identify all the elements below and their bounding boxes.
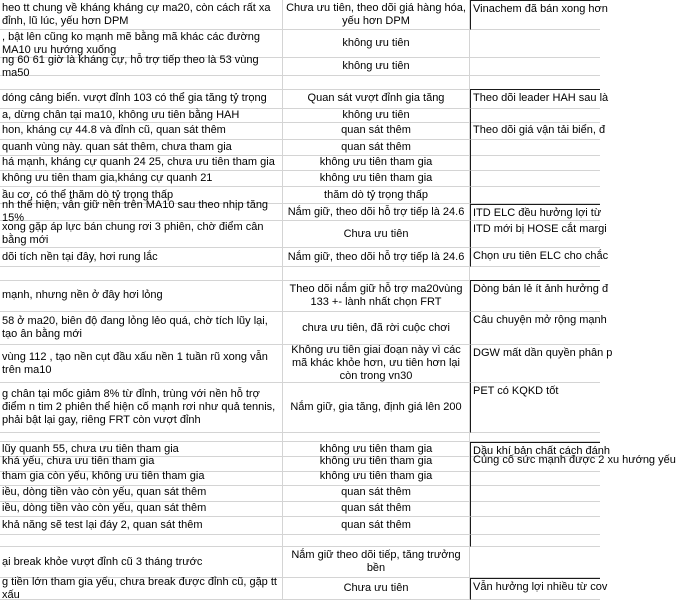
comment-cell[interactable] — [470, 280, 609, 312]
table-row — [0, 171, 600, 187]
action-cell[interactable] — [283, 535, 470, 547]
table-row — [0, 575, 608, 601]
note-cell[interactable] — [0, 433, 283, 442]
comment-cell[interactable] — [470, 578, 608, 600]
comment-cell[interactable] — [470, 500, 600, 517]
cell-text: ITD ELC đều hưởng lợi từ — [473, 207, 602, 219]
comment-cell[interactable] — [470, 383, 600, 433]
cell-text: chưa ưu tiên, đã rời cuộc chơi — [302, 321, 450, 334]
note-cell[interactable] — [0, 312, 283, 345]
comment-cell[interactable] — [470, 312, 607, 345]
cell-text: Câu chuyện mở rộng mạnh — [473, 314, 607, 326]
action-cell[interactable] — [283, 58, 470, 76]
note-cell[interactable] — [0, 345, 283, 383]
table-row — [0, 312, 607, 345]
cell-text: quan sát thêm — [341, 124, 411, 136]
table-row — [0, 122, 606, 140]
cell-text: g tiền lớn tham gia yếu, chưa break được đỉnh cũ, gặp tt xấu — [2, 575, 277, 601]
cell-text: ng 60 61 giờ là kháng cự, hỗ trợ tiếp theo là 53 vùng ma50 — [2, 53, 259, 79]
note-cell[interactable] — [0, 122, 283, 140]
table-row — [0, 344, 613, 383]
note-cell[interactable] — [0, 517, 283, 535]
comment-cell[interactable] — [470, 535, 600, 547]
cell-text: hon, kháng cự 44.8 và đỉnh cũ, quan sát thêm — [2, 124, 226, 136]
cell-text — [473, 485, 598, 486]
comment-cell[interactable] — [470, 248, 609, 267]
cell-text: không ưu tiên tham gia — [319, 442, 433, 455]
table-row — [0, 76, 600, 90]
cell-text: ầu cơ, có thể thăm dò tỷ trọng thấp — [2, 188, 174, 201]
comment-cell[interactable] — [470, 433, 600, 442]
cell-text: dõi tích nền tại đây, hơi rung lắc — [2, 250, 158, 263]
action-cell[interactable] — [283, 578, 470, 600]
cell-text: lũy quanh 55, chưa ưu tiên tham gia — [2, 442, 179, 455]
note-cell[interactable] — [0, 500, 283, 517]
cell-text: Quan sát vượt đỉnh gia tăng — [307, 92, 445, 104]
cell-text: PET có KQKD tốt — [473, 385, 559, 397]
cell-text: Nắm giữ, theo dõi hỗ trợ tiếp là 24.6 — [287, 250, 465, 263]
comment-cell[interactable] — [470, 345, 613, 383]
cell-text: quan sát thêm — [341, 141, 411, 153]
table-row — [0, 248, 609, 267]
comment-cell[interactable] — [470, 204, 600, 221]
comment-cell[interactable] — [470, 89, 609, 109]
cell-text: , bật lên cũng ko mạnh mẽ bằng mã khác các đường MA10 ưu hướng xuống — [2, 30, 260, 56]
action-cell[interactable] — [283, 500, 470, 517]
action-cell[interactable] — [283, 345, 470, 383]
cell-text: quan sát thêm — [341, 486, 411, 498]
cell-text: Vẫn hưởng lợi nhiều từ cov — [473, 581, 608, 593]
cell-text: tham gia còn yếu, không ưu tiên tham gia — [2, 470, 205, 482]
cell-text: Củng cố sức mạnh được 2 xu hướng yếu — [473, 454, 676, 466]
note-cell[interactable] — [0, 171, 283, 187]
note-cell[interactable] — [0, 535, 283, 547]
cell-text: g chân tại mốc giảm 8% từ đỉnh, trùng với nền hỗ trợ điểm n tim 2 phiên thể hiện cố mạnh rơi như quả tennis, phải bật lại gay, riêng FRT còn vượt đỉnh — [2, 388, 276, 426]
table-row — [0, 517, 600, 535]
cell-text: không ưu tiên tham gia — [319, 455, 433, 467]
note-cell[interactable] — [0, 248, 283, 267]
cell-text: iều, dòng tiền vào còn yếu, quan sát thêm — [2, 501, 207, 514]
cell-text: DGW mất dần quyền phân p — [473, 347, 613, 359]
cell-text: a, dừng chân tại ma10, không ưu tiên bằng HAH — [2, 109, 240, 121]
cell-text: thăm dò tỷ trọng thấp — [324, 188, 428, 201]
comment-cell[interactable] — [470, 267, 600, 281]
comment-cell[interactable] — [470, 155, 600, 171]
note-cell[interactable] — [0, 53, 283, 79]
note-cell[interactable] — [0, 109, 283, 123]
action-cell[interactable] — [283, 383, 470, 433]
cell-text: Nắm giữ, gia tăng, định giá lên 200 — [290, 401, 462, 413]
cell-text: không ưu tiên tham gia — [319, 172, 433, 184]
table-row — [0, 547, 600, 578]
comment-cell[interactable] — [470, 140, 600, 156]
cell-text: Theo dõi nắm giữ hỗ trợ ma20vùng 133 +- lành nhất chọn FRT — [289, 282, 463, 308]
cell-text — [472, 31, 598, 32]
note-cell[interactable] — [0, 280, 283, 312]
note-cell[interactable] — [0, 76, 283, 90]
cell-text: không ưu tiên tham gia — [319, 156, 433, 168]
action-cell[interactable] — [283, 76, 470, 90]
table-row — [0, 0, 608, 30]
note-cell[interactable] — [0, 140, 283, 156]
note-cell[interactable] — [0, 89, 283, 109]
cell-text: mạnh, nhưng nền ở đây hơi lỏng — [2, 289, 163, 301]
table-row — [0, 109, 600, 123]
cell-text: không ưu tiên — [342, 109, 410, 121]
table-row — [0, 267, 600, 281]
cell-text: khá yếu, chưa ưu tiên tham gia — [2, 455, 155, 467]
cell-text: không ưu tiên tham gia — [319, 470, 433, 482]
action-cell[interactable] — [283, 140, 470, 156]
comment-cell[interactable] — [470, 171, 600, 187]
comment-cell[interactable] — [470, 76, 600, 90]
cell-text: xong gặp áp lực bán chung rơi 3 phiên, chờ điểm cân bằng mới — [2, 221, 264, 246]
comment-cell[interactable] — [470, 58, 600, 76]
cell-text: ại break khỏe vượt đỉnh cũ 3 tháng trước — [2, 555, 203, 568]
table-row — [0, 500, 600, 517]
cell-text — [473, 156, 598, 157]
action-cell[interactable] — [283, 248, 470, 267]
action-cell[interactable] — [283, 30, 470, 58]
action-cell[interactable] — [283, 517, 470, 535]
cell-text: heo tt chung về kháng kháng cự ma20, còn cách rất xa đỉnh, lũ lúc, yếu hơn DPM — [2, 1, 271, 27]
action-cell[interactable] — [283, 547, 470, 578]
cell-text: quan sát thêm — [341, 519, 411, 531]
cell-text: iều, dòng tiền vào còn yếu, quan sát thêm — [2, 486, 207, 498]
cell-text — [473, 188, 598, 189]
cell-text: 58 ở ma20, biên độ đang lỏng lẻo quá, chờ tích lũy lại, tạo ân bằng mới — [2, 315, 268, 340]
action-cell[interactable] — [283, 280, 470, 312]
cell-text — [472, 434, 598, 435]
cell-text — [473, 518, 598, 519]
cell-text: há mạnh, kháng cự quanh 24 25, chưa ưu tiên tham gia — [2, 156, 275, 168]
cell-text: Chưa ưu tiên, theo dõi giá hàng hóa, yếu hơn DPM — [286, 1, 466, 27]
cell-text: nh thể hiện, vẫn giữ nền trên MA10 sau theo nhịp tăng 15% — [2, 199, 269, 224]
comment-cell[interactable] — [470, 0, 608, 30]
cell-text — [472, 59, 598, 60]
cell-text: không ưu tiên — [342, 60, 410, 72]
cell-text — [473, 536, 598, 537]
cell-text: Dầu khí bản chất cách đánh — [473, 445, 610, 457]
cell-text: không ưu tiên — [342, 37, 410, 49]
comment-cell[interactable] — [470, 517, 600, 535]
cell-text — [473, 110, 598, 111]
action-cell[interactable] — [283, 122, 470, 140]
cell-text: không ưu tiên tham gia,kháng cự quanh 21 — [2, 172, 213, 184]
comment-cell[interactable] — [470, 547, 600, 578]
note-cell[interactable] — [0, 199, 283, 224]
cell-text: Nắm giữ theo dõi tiếp, tăng trưởng bền — [291, 549, 461, 574]
action-cell[interactable] — [283, 221, 470, 248]
cell-text: Chọn ưu tiên ELC cho chắc — [473, 250, 609, 262]
cell-text: quanh vùng này. quan sát thêm, chưa tham gia — [2, 141, 232, 153]
cell-text: khả năng sẽ test lại đáy 2, quan sát thêm — [2, 519, 203, 531]
action-cell[interactable] — [283, 0, 470, 30]
action-cell[interactable] — [283, 267, 470, 281]
table-row — [0, 140, 600, 156]
table-row — [0, 221, 607, 248]
cell-text: Vinachem đã bán xong hơn — [473, 3, 608, 15]
comment-cell[interactable] — [470, 109, 600, 123]
action-cell[interactable] — [283, 204, 470, 221]
cell-text: ITD mới bị HOSE cắt margi — [473, 223, 607, 235]
cell-text — [473, 172, 598, 173]
cell-text: Không ưu tiên giai đoạn này vì các mã khác khỏe hơn, ưu tiên hơn lại còn trong vn30 — [291, 344, 461, 382]
cell-text — [472, 77, 598, 78]
note-cell[interactable] — [0, 383, 283, 433]
cell-text — [473, 469, 598, 470]
table-row — [0, 280, 609, 312]
action-cell[interactable] — [283, 187, 470, 204]
table-row — [0, 53, 600, 79]
action-cell[interactable] — [283, 312, 470, 345]
table-row — [0, 155, 600, 171]
comment-cell[interactable] — [470, 122, 606, 140]
note-cell[interactable] — [0, 221, 283, 248]
table-row — [0, 199, 602, 224]
note-cell[interactable] — [0, 547, 283, 578]
note-cell[interactable] — [0, 267, 283, 281]
cell-text — [473, 141, 598, 142]
cell-text: Chưa ưu tiên — [343, 227, 409, 240]
cell-text: Dòng bán lẻ ít ảnh hưởng đ — [473, 283, 609, 295]
cell-text — [472, 548, 598, 549]
table-row — [0, 433, 600, 442]
action-cell[interactable] — [283, 89, 470, 109]
action-cell[interactable] — [283, 155, 470, 171]
table-row — [0, 89, 609, 109]
action-cell[interactable] — [283, 171, 470, 187]
action-cell[interactable] — [283, 433, 470, 442]
comment-cell[interactable] — [470, 30, 600, 58]
table-row — [0, 535, 600, 547]
cell-text — [472, 268, 598, 269]
action-cell[interactable] — [283, 109, 470, 123]
cell-text — [473, 501, 598, 502]
cell-text: Chưa ưu tiên — [343, 582, 409, 594]
cell-text: Theo dõi giá vận tải biển, đ — [473, 124, 606, 136]
cell-text: Theo dõi leader HAH sau là — [473, 92, 609, 104]
comment-cell[interactable] — [470, 221, 607, 248]
cell-text: Nắm giữ, theo dõi hỗ trợ tiếp là 24.6 — [287, 205, 465, 218]
note-cell[interactable] — [0, 575, 283, 601]
comment-cell[interactable] — [470, 187, 600, 204]
cell-text: dóng cảng biển. vượt đỉnh 103 có thể gia tăng tỷ trọng — [2, 92, 267, 104]
note-cell[interactable] — [0, 155, 283, 171]
table-row — [0, 383, 600, 433]
cell-text: vùng 112 , tạo nền cụt đầu xấu nền 1 tuần rũ xong vẫn trên ma10 — [2, 350, 268, 376]
note-cell[interactable] — [0, 0, 283, 30]
cell-text: quan sát thêm — [341, 501, 411, 514]
